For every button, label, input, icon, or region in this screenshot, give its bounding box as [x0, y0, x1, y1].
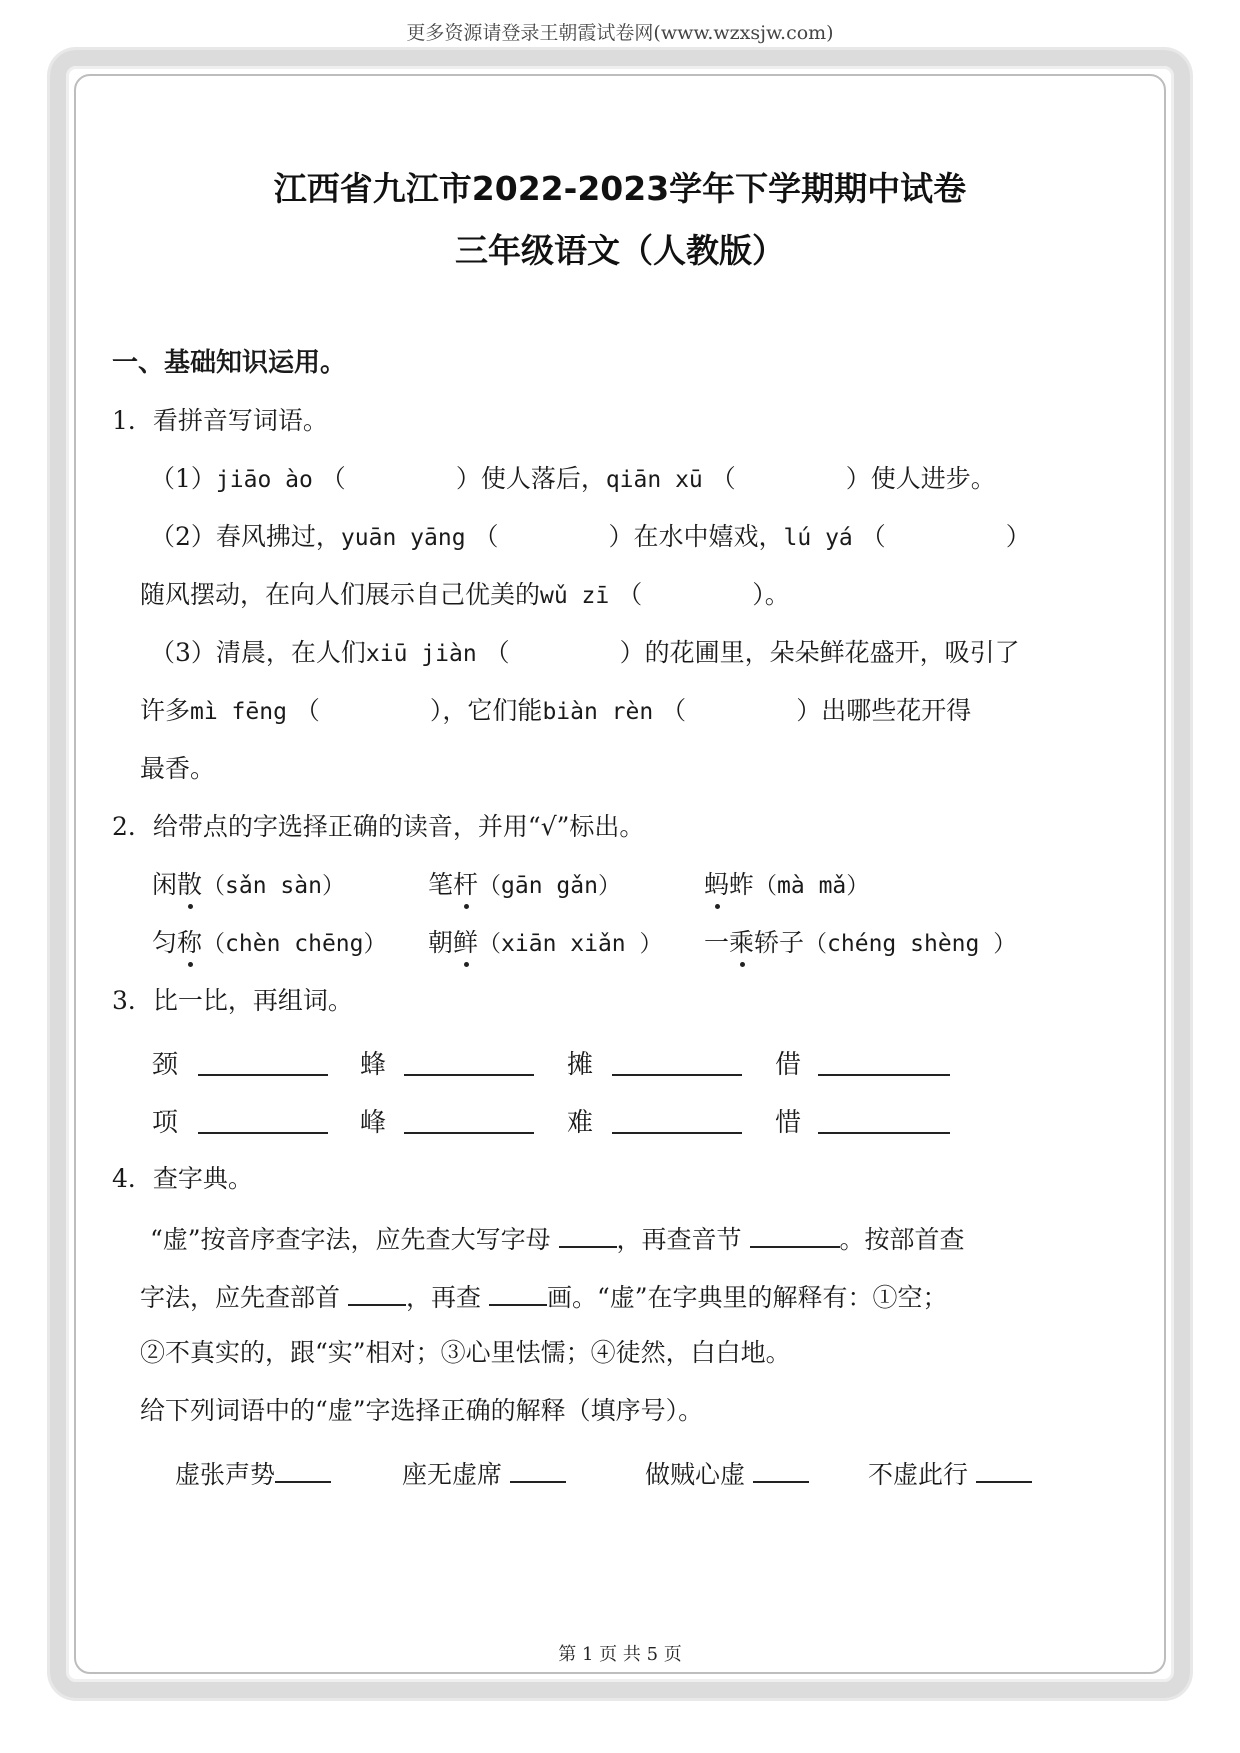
q2-item-6 — [704, 926, 1016, 961]
q4-word-1-text: 虚张声势 — [175, 1460, 276, 1489]
q1-s2b-bracket-open: （ — [617, 580, 643, 609]
q4-word-2-text: 座无虚席 — [402, 1460, 503, 1489]
answer-line[interactable] — [404, 1048, 534, 1076]
q4-word-3 — [645, 1455, 809, 1492]
q1-s3b-pinyin-2: biàn rèn — [542, 699, 654, 725]
q4-l2-text-1: 字法，应先查部首 — [140, 1283, 341, 1312]
answer-line[interactable] — [753, 1455, 809, 1483]
q2-item-6-options[interactable]: （chéng shèng ） — [804, 931, 1017, 957]
q2-item-4-char-1: 匀 — [152, 928, 178, 957]
q1-s3-pinyin: xiū jiàn — [365, 641, 477, 667]
q4-l2-text-3: 画。“虚”在字典里的解释有：①空； — [546, 1283, 948, 1312]
q3-row1-char-3: 摊 — [567, 1050, 594, 1080]
answer-line[interactable] — [612, 1048, 742, 1076]
answer-line[interactable] — [818, 1048, 950, 1076]
q1-sentence-3 — [150, 636, 1020, 671]
answer-line[interactable] — [612, 1106, 742, 1134]
exam-subtitle: 三年级语文（人教版） — [455, 231, 785, 270]
answer-line[interactable] — [348, 1278, 406, 1306]
q3-row1-char-4: 借 — [775, 1050, 802, 1080]
answer-line[interactable] — [198, 1048, 328, 1076]
q1-s1-bracket-open-2: （ — [710, 464, 736, 493]
answer-line[interactable] — [818, 1106, 950, 1134]
answer-line[interactable] — [404, 1106, 534, 1134]
q2-item-2-dotted-char: 杆 — [453, 868, 478, 902]
q2-item-2-char-1: 笔 — [428, 870, 454, 899]
q2-item-6-dotted-char: 乘 — [729, 926, 754, 960]
answer-line[interactable] — [559, 1220, 617, 1248]
q1-s1-pinyin-1: jiāo ào — [215, 467, 313, 493]
answer-line[interactable] — [510, 1455, 566, 1483]
q4-l2-text-2: ，再查 — [405, 1283, 481, 1312]
q1-s1-bracket-open-1: （ — [320, 464, 346, 493]
q4-word-4 — [868, 1455, 1032, 1492]
q1-s3b-bracket-open-2: （ — [661, 696, 687, 725]
q3-row1-char-2: 蜂 — [360, 1050, 387, 1080]
q2-item-3-options[interactable]: （mà mǎ） — [754, 873, 870, 899]
exam-title: 江西省九江市2022-2023学年下学期期中试卷 — [273, 169, 967, 208]
answer-line[interactable] — [489, 1278, 547, 1306]
q3-row2-char-3: 难 — [567, 1108, 594, 1138]
q2-item-4-options[interactable]: （chèn chēng） — [202, 931, 387, 957]
q1-s2b-text: 随风摆动，在向人们展示自己优美的 — [140, 580, 541, 609]
q2-item-1-dotted-char: 散 — [177, 868, 202, 902]
q4-word-4-text: 不虚此行 — [868, 1460, 969, 1489]
section-heading: 一、基础知识运用。 — [112, 348, 347, 378]
q4-l1-text-2: ，再查音节 — [616, 1225, 742, 1254]
q4-line-2 — [140, 1278, 948, 1315]
q1-s2-prefix: （2）春风拂过， — [150, 522, 341, 551]
q2-item-6-char-3: 轿子 — [754, 928, 805, 957]
q1-sentence-3-cont — [140, 694, 971, 729]
q1-sentence-2 — [150, 520, 1031, 555]
q2-item-5 — [428, 926, 663, 961]
q1-s2b-pinyin: wǔ zī — [540, 583, 610, 609]
q1-s3-bracket-open: （ — [484, 638, 510, 667]
q1-s2-bracket-open-2: （ — [860, 522, 886, 551]
q1-s3b-text-1: ），它们能 — [429, 696, 543, 725]
q2-item-6-char-1: 一 — [704, 928, 730, 957]
q1-s1-prefix: （1） — [150, 464, 216, 493]
q1-s2-text-1: ）在水中嬉戏， — [608, 522, 784, 551]
q2-item-4 — [152, 926, 387, 961]
q4-word-1 — [175, 1455, 331, 1492]
q1-s2-text-2: ） — [1005, 522, 1031, 551]
q1-sentence-2-cont — [140, 578, 790, 613]
q1-s2-bracket-open-1: （ — [473, 522, 499, 551]
q2-item-3-char-2: 蚱 — [729, 870, 755, 899]
q1-s3b-bracket-open-1: （ — [294, 696, 320, 725]
q1-s3b-pinyin-1: mì fēng — [190, 699, 287, 725]
q2-item-5-options[interactable]: （xiān xiǎn ） — [478, 931, 663, 957]
q2-item-2-options[interactable]: （gān gǎn） — [478, 873, 621, 899]
q1-s1-text-1: ）使人落后， — [455, 464, 606, 493]
q2-item-3 — [704, 868, 869, 903]
q2-item-5-dotted-char: 鲜 — [453, 926, 478, 960]
q1-s2-pinyin-2: lú yá — [783, 525, 853, 551]
q4-l1-text-3: 。按部首查 — [839, 1225, 965, 1254]
question-3-label: 3．比一比，再组词。 — [112, 986, 353, 1015]
q1-sentence-3-end: 最香。 — [140, 754, 216, 783]
answer-line[interactable] — [976, 1455, 1032, 1483]
q4-word-2 — [402, 1455, 566, 1492]
question-2-label: 2．给带点的字选择正确的读音，并用“√”标出。 — [112, 812, 645, 841]
q1-s1-pinyin-2: qiān xū — [605, 467, 703, 493]
q2-item-5-char-1: 朝 — [428, 928, 454, 957]
answer-line[interactable] — [275, 1455, 331, 1483]
q1-s3-text: ）的花圃里，朵朵鲜花盛开，吸引了 — [619, 638, 1020, 667]
q3-row2-char-1: 项 — [152, 1108, 179, 1138]
q2-item-3-dotted-char: 蚂 — [704, 868, 729, 902]
q2-item-1-options[interactable]: （sǎn sàn） — [202, 873, 345, 899]
q3-row1-char-1: 颈 — [152, 1050, 179, 1080]
q1-sentence-1 — [150, 462, 996, 497]
q4-line-1 — [150, 1220, 965, 1257]
q2-item-2 — [428, 868, 621, 903]
question-4-label: 4．查字典。 — [112, 1164, 253, 1193]
q3-row2-char-2: 峰 — [360, 1108, 387, 1138]
q2-item-4-dotted-char: 称 — [177, 926, 202, 960]
q4-line-4: 给下列词语中的“虚”字选择正确的解释（填序号）。 — [140, 1396, 704, 1425]
q2-item-1-char-1: 闲 — [152, 870, 178, 899]
question-1-label: 1．看拼音写词语。 — [112, 406, 328, 435]
answer-line[interactable] — [750, 1220, 840, 1248]
watermark-text: 更多资源请登录王朝霞试卷网(www.wzxsjw.com) — [406, 22, 834, 44]
page-number: 第 1 页 共 5 页 — [558, 1644, 682, 1665]
q1-s2-pinyin-1: yuān yāng — [340, 525, 466, 551]
q4-line-3: ②不真实的，跟“实”相对；③心里怯懦；④徒然，白白地。 — [140, 1338, 791, 1367]
q1-s3b-text-2: ）出哪些花开得 — [796, 696, 972, 725]
q1-s3-prefix: （3）清晨，在人们 — [150, 638, 366, 667]
q2-item-1 — [152, 868, 345, 903]
q3-row2-char-4: 惜 — [775, 1108, 802, 1138]
q4-word-3-text: 做贼心虚 — [645, 1460, 746, 1489]
q1-s2b-close: ）。 — [752, 580, 790, 609]
q1-s3b-prefix: 许多 — [140, 696, 191, 725]
q4-l1-text-1: “虚”按音序查字法，应先查大写字母 — [150, 1225, 551, 1254]
q1-s1-text-2: ）使人进步。 — [845, 464, 996, 493]
answer-line[interactable] — [198, 1106, 328, 1134]
